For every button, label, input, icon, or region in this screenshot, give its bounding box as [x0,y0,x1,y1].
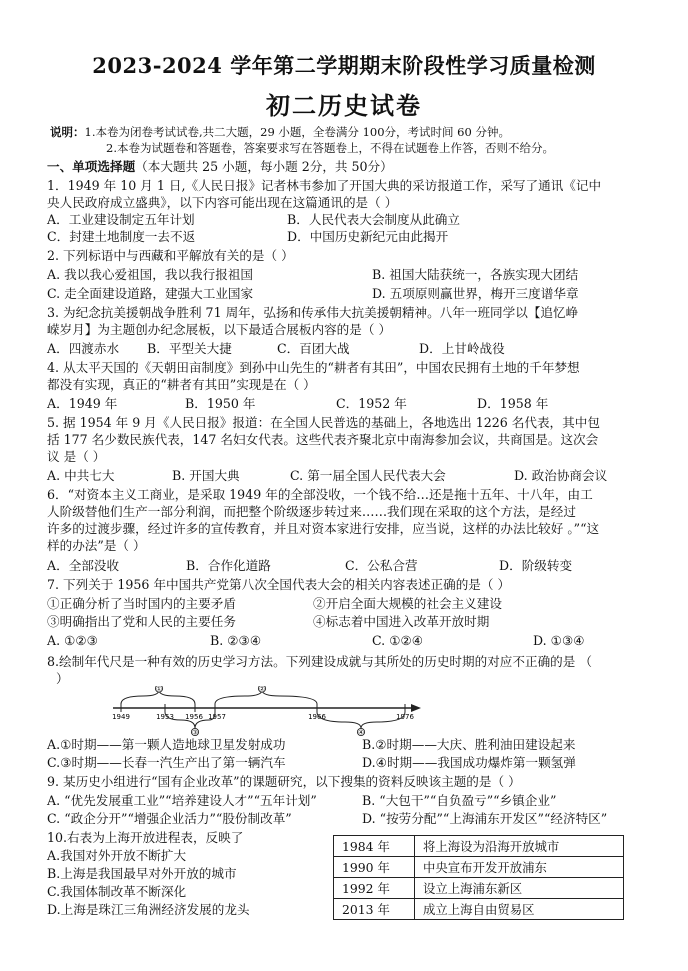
q5-option-c: C. 第一届全国人民代表大会 [290,468,446,483]
question-9: 9. 某历史小组进行“国有企业改革”的课题研究，以下搜集的资料反映该主题的是（ ） [47,774,521,789]
q3-option-c: C．百团大战 [277,341,350,356]
exam-title: 2023-2024 学年第二学期期末阶段性学习质量检测 [92,53,596,78]
year-label: 1976 [396,713,414,721]
q7-option-b: B. ②③④ [210,633,262,648]
q8-option-a: A.①时期——第一颗人造地球卫星发射成功 [47,737,286,752]
q10-option-c: C.我国体制改革不断深化 [47,884,187,899]
q2-option-c: C. 走全面建设道路，建强大工业国家 [47,286,254,301]
q6-option-a: A．全部没收 [47,558,120,573]
q2-option-d: D. 五项原则赢世界，梅开三度谱华章 [372,286,579,301]
question-6-line-3: 许多的过渡步骤，经过许多的宣传教育，并且对资本家进行安排，应当说，这样的办法比较好 。”“这 [47,521,600,536]
q1-option-a: A．工业建设制定五年计划 [47,212,195,227]
q5-option-b: B. 开国大典 [172,468,240,483]
q7-item-4: ④标志着中国进入改革开放时期 [313,614,490,629]
q7-option-a: A. ①②③ [47,633,98,648]
question-6-line-2: 人阶级替他们生产一部分利润，而把整个阶级逐步转过来……我们现在采取的这个方法，是经过 [47,504,576,519]
q7-option-c: C. ①②④ [372,633,424,648]
question-6-line-4: 样的办法”是（ ） [47,538,146,553]
exam-subtitle: 初二历史试卷 [266,91,422,120]
q10-option-d: D.上海是珠江三角洲经济发展的龙头 [47,902,250,917]
q10-option-b: B.上海是我国最早对外开放的城市 [47,866,237,881]
instructions-line-1: 说明：1.本卷为闭卷考试试卷,共二大题，29 小题，全卷满分 100分，考试时间 60 分钟。 [50,125,510,139]
shanghai-opening-table [333,835,624,920]
period-number-label: ③ [192,728,198,737]
year-label: 1949 [112,713,130,721]
table-cell-year: 1990 年 [334,857,415,878]
q8-option-c: C.③时期——长春一汽生产出了第一辆汽车 [47,755,286,770]
question-4-line-2: 都没有实现，真正的“耕者有其田”实现是在（ ） [47,377,316,392]
q8-option-d: D.④时期——我国成功爆炸第一颗氢弹 [362,755,576,770]
q8-option-b: B.②时期——大庆、胜利油田建设起来 [362,737,576,752]
question-3-line-1: 3. 为纪念抗美援朝战争胜利 71 周年，弘扬和传承伟大抗美援朝精神。八年一班同学以【追忆峥 [47,305,579,320]
period-number-label: ① [156,686,162,694]
q9-option-d: D. “按劳分配”“上海浦东开发区”“经济特区” [362,811,608,826]
q10-option-a: A.我国对外开放不断扩大 [47,848,187,863]
q3-option-d: D．上甘岭战役 [419,341,505,356]
q3-option-b: B．平型关大捷 [147,341,232,356]
table-cell-year: 2013 年 [334,899,415,920]
timeline-arrow [411,704,421,712]
period-brace-4 [317,712,405,728]
period-brace-2 [215,690,317,704]
q9-option-b: B. “大包干”“自负盈亏”“乡镇企业” [362,793,557,808]
q1-option-b: B．人民代表大会制度从此确立 [287,212,460,227]
question-6-line-1: 6．“对资本主义工商业，是采取 1949 年的全部没收，一个钱不给…还是拖十五年、十八年，由工 [47,487,593,502]
q7-item-1: ①正确分析了当时国内的主要矛盾 [47,596,236,611]
year-label: 1953 [156,713,174,721]
question-4-line-1: 4. 从太平天国的《天朝田亩制度》到孙中山先生的“耕者有其田”，中国农民拥有土地的千年梦想 [47,360,580,375]
q4-option-a: A．1949 年 [47,396,118,411]
q3-option-a: A．四渡赤水 [47,341,120,356]
q7-item-3: ③明确指出了党和人民的主要任务 [47,614,236,629]
q4-option-c: C．1952 年 [336,396,407,411]
question-5-line-1: 5. 据 1954 年 9 月《人民日报》报道：在全国人民普选的基础上，各地选出 1226 名代表，其中包 [47,415,600,430]
period-number-label: ④ [358,728,364,737]
q5-option-a: A. 中共七大 [47,468,115,483]
instructions-line-2: 2.本卷为试题卷和答题卷，答案要求写在答题卷上，不得在试题卷上作答，否则不给分。 [106,141,554,155]
q9-option-a: A. “优先发展重工业”“培养建设人才”“五年计划” [47,793,317,808]
section-heading: 一、单项选择题（本大题共 25 小题，每小题 2分，共 50分） [47,159,393,174]
table-cell-year: 1992 年 [334,878,415,899]
question-3-line-2: 嵘岁月】为主题创办纪念展板，以下最适合展板内容的是（ ） [47,322,392,337]
table-cell-year: 1984 年 [334,836,415,857]
table-row [334,836,624,857]
q5-option-d: D. 政治协商会议 [514,468,608,483]
q7-item-2: ②开启全面大规模的社会主义建设 [313,596,502,611]
question-5-line-3: 议 是（ ） [47,449,106,464]
question-2: 2. 下列标语中与西藏和平解放有关的是（ ） [47,248,294,263]
q2-option-a: A. 我以我心爱祖国，我以我行报祖国 [47,267,254,282]
question-8-line-1: 8.绘制年代尺是一种有效的历史学习方法。下列建设成就与其所处的历史时期的对应不正确的是 （ [47,654,592,669]
q4-option-d: D．1958 年 [477,396,549,411]
question-10: 10.右表为上海开放进程表，反映了 [47,830,244,845]
q7-option-d: D. ①③④ [533,633,585,648]
q9-option-c: C. “政企分开”“增强企业活力”“股份制改革” [47,811,292,826]
table-cell-event: 将上海设为沿海开放城市 [415,836,624,857]
table-row [334,857,624,878]
instructions-label: 说明： [50,125,85,139]
question-5-line-2: 括 177 名少数民族代表，147 名妇女代表。这些代表齐聚北京中南海参加会议，共商国是。这次会 [47,432,599,447]
year-label: 1957 [208,713,226,721]
year-label: 1956 [185,713,203,721]
question-1-line-2: 央人民政府成立盛典》，以下内容可能出现在这篇通讯的是（ ） [47,195,398,210]
q1-option-d: D．中国历史新纪元由此揭开 [287,229,449,244]
table-cell-event: 中央宣布开发开放浦东 [415,857,624,878]
table-cell-event: 成立上海自由贸易区 [415,899,624,920]
year-label: 1966 [308,713,326,721]
timeline-ruler [105,686,425,738]
table-cell-event: 设立上海浦东新区 [415,878,624,899]
q1-option-c: C．封建土地制度一去不返 [47,229,196,244]
q6-option-b: B．合作化道路 [186,558,271,573]
q4-option-b: B．1950 年 [185,396,256,411]
q6-option-d: D．阶级转变 [499,558,573,573]
question-7: 7. 下列关于 1956 年中国共产党第八次全国代表大会的相关内容表述正确的是（ ） [47,577,511,592]
q2-option-b: B. 祖国大陆获统一，各族实现大团结 [372,267,579,282]
table-row [334,899,624,920]
period-number-label: ② [259,686,265,694]
question-1-line-1: 1．1949 年 10 月 1 日,《人民日报》记者林韦参加了开国大典的采访报道工作，采写了通讯《记中 [47,178,602,193]
question-8-line-2: ） [56,671,69,686]
table-row [334,878,624,899]
q6-option-c: C．公私合营 [345,558,418,573]
